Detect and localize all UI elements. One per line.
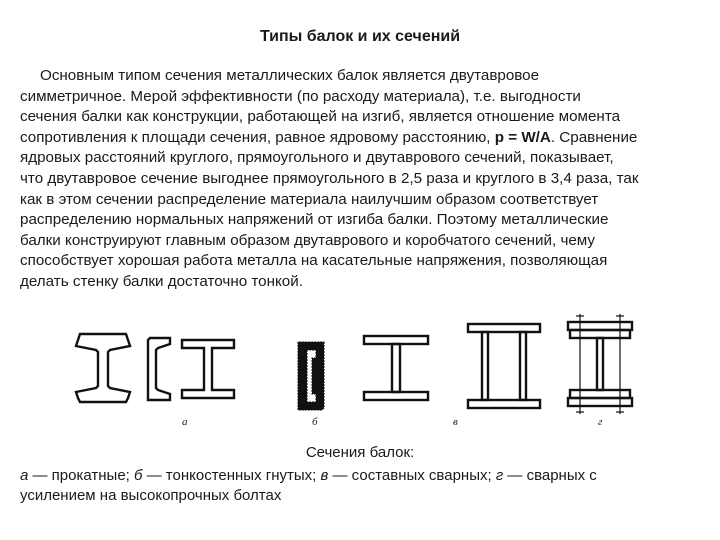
caption-letter: а	[20, 467, 29, 484]
box-top-flange	[468, 324, 540, 332]
box-left-web	[482, 332, 488, 400]
paragraph-line: делать стенку балки достаточно тонкой.	[20, 272, 303, 290]
page-title: Типы балок и их сечений	[259, 28, 461, 45]
paragraph-line: способствует хорошая работа металла на касательные напряжения, позволяющая	[20, 252, 608, 270]
body-paragraph	[20, 66, 705, 293]
paragraph-line: как в этом сечении распределение материала наилучшим образом соответствует	[20, 190, 599, 208]
paragraph-line: симметричное. Мерой эффективности (по расходу материала), т.е. выгодности	[20, 87, 581, 105]
bolted-bottom-plate	[568, 398, 632, 406]
bolted-lower-flange	[570, 390, 630, 398]
bolted-web	[597, 338, 603, 390]
wide-flange-i-section	[182, 340, 234, 398]
welded-i-web	[392, 344, 400, 392]
caption-letter: г	[495, 467, 504, 484]
caption-line: усилением на высокопрочных болтах	[20, 487, 282, 504]
paragraph-line: распределению нормальных напряжений от изгиба балки. Поэтому металлические	[20, 211, 609, 229]
paragraph-line: что двутавровое сечение выгоднее прямоугольного в 2,5 раза и круглого в 3,4 раза, так	[20, 169, 639, 187]
paragraph-line: ядровых расстояний круглого, прямоугольного и двутаврового сечений, показывает,	[20, 149, 614, 167]
paragraph-line-with-formula	[20, 128, 705, 149]
bolted-top-plate	[568, 322, 632, 330]
figure-caption	[20, 466, 710, 506]
figure-label-g: г	[598, 416, 603, 428]
figure-label-a: а	[182, 416, 188, 428]
box-bottom-flange	[468, 400, 540, 408]
figure-label-v: в	[453, 416, 458, 428]
welded-i-top-flange	[364, 336, 428, 344]
rolled-channel-section	[148, 338, 170, 400]
caption-letter: б	[134, 467, 143, 484]
paragraph-line: балки конструируют главным образом двутаврового и коробчатого сечений, чему	[20, 231, 596, 249]
caption-part: — сварных с	[503, 467, 597, 484]
box-right-web	[520, 332, 526, 400]
paragraph-line: сечения балки как конструкции, работающей на изгиб, является отношение момента	[20, 108, 621, 126]
beam-sections-figure	[70, 310, 650, 420]
paragraph-line-tail: . Сравнение	[550, 128, 638, 146]
figure-caption-title: Сечения балок:	[305, 444, 415, 461]
caption-part: — прокатные;	[28, 467, 135, 484]
rolled-i-beam-section	[76, 334, 130, 402]
caption-part: — тонкостенных гнутых;	[142, 467, 321, 484]
caption-letter: в	[320, 467, 329, 484]
welded-i-bottom-flange	[364, 392, 428, 400]
formula: p = W/A	[494, 128, 551, 146]
caption-line	[20, 466, 710, 486]
paragraph-line: Основным типом сечения металлических балок является двутавровое	[40, 67, 540, 84]
paragraph-line: сопротивления к площади сечения, равное ядровому расстоянию,	[20, 128, 491, 146]
bolted-upper-flange	[570, 330, 630, 338]
figure-label-b: б	[312, 416, 318, 428]
caption-part: — составных сварных;	[328, 467, 496, 484]
thin-walled-channel-section	[298, 342, 324, 410]
